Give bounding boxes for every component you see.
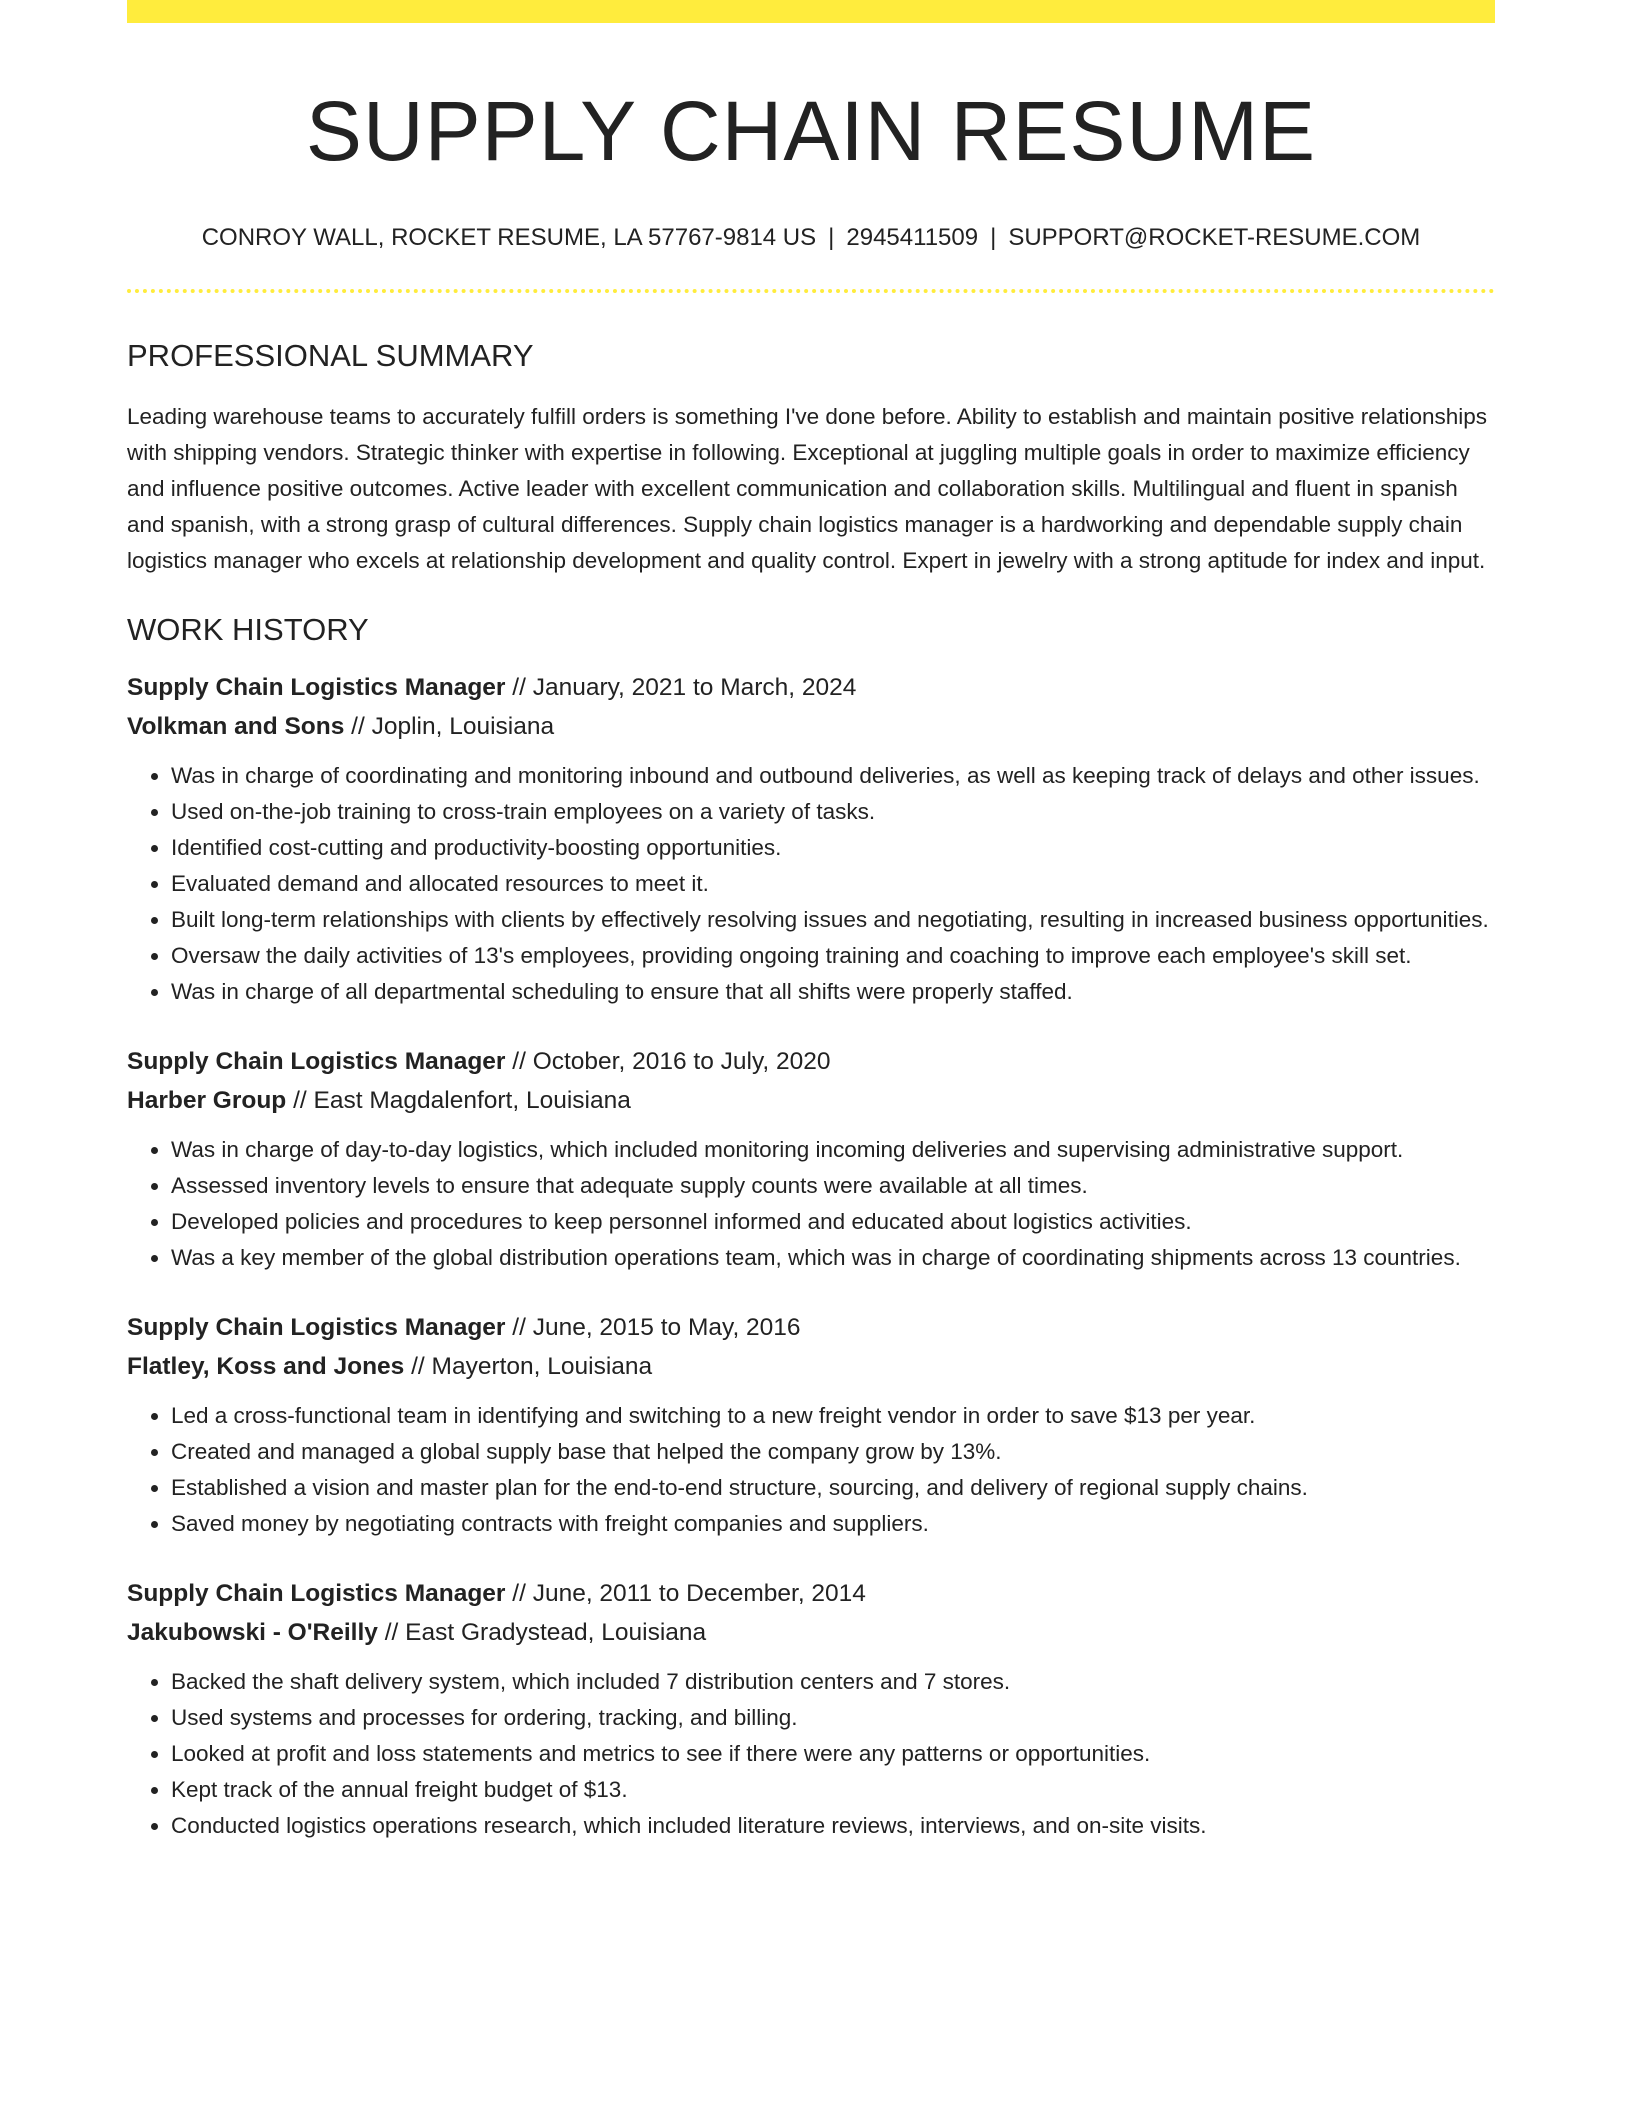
job-bullet: • Evaluated demand and allocated resources to meet it. <box>171 866 1495 902</box>
contact-separator: | <box>828 223 835 251</box>
job-separator: // <box>344 713 372 741</box>
job-bullets <box>127 1398 1495 1542</box>
job-company-line <box>127 1081 1495 1120</box>
job-company: Harber Group <box>127 1087 287 1115</box>
job-separator: // <box>286 1087 314 1115</box>
contact-separator: | <box>990 223 997 251</box>
job-dates: January, 2021 to March, 2024 <box>532 674 857 702</box>
job-bullet: • Was in charge of day-to-day logistics, which included monitoring incoming deliveries and supervising administrative support. <box>171 1132 1495 1168</box>
job-company: Flatley, Koss and Jones <box>127 1353 405 1381</box>
job-separator: // <box>505 1314 533 1342</box>
job-bullet: • Conducted logistics operations research, which included literature reviews, interviews, and on-site visits. <box>171 1808 1495 1844</box>
job-bullet: • Identified cost-cutting and productivity-boosting opportunities. <box>171 830 1495 866</box>
job-bullet: • Led a cross-functional team in identifying and switching to a new freight vendor in order to save $13 per year. <box>171 1398 1495 1434</box>
contact-address: CONROY WALL, ROCKET RESUME, LA 57767-9814 US <box>201 223 817 251</box>
job-title-line <box>127 1574 1495 1613</box>
job-title: Supply Chain Logistics Manager <box>127 1314 506 1342</box>
job-bullets <box>127 1664 1495 1844</box>
job-bullet: • Oversaw the daily activities of 13's employees, providing ongoing training and coaching to improve each employee's skill set. <box>171 938 1495 974</box>
top-accent-bar <box>127 0 1495 23</box>
job-title-line <box>127 1308 1495 1347</box>
job-bullet: • Built long-term relationships with clients by effectively resolving issues and negotiating, resulting in increased business opportunities. <box>171 902 1495 938</box>
work-history-heading: WORK HISTORY <box>127 612 369 648</box>
job-bullet: • Saved money by negotiating contracts with freight companies and suppliers. <box>171 1506 1495 1542</box>
job-location: East Gradystead, Louisiana <box>405 1619 707 1647</box>
job-separator: // <box>505 1580 533 1608</box>
summary-text: Leading warehouse teams to accurately fulfill orders is something I've done before. Ability to establish and maintain positive relationships with shipping vendors. Strategic thinker with expertise in following. Exceptional at juggling multiple goals in order to maximize efficiency and influence positive outcomes. Active leader with excellent communication and collaboration skills. Multilingual and fluent in spanish and spanish, with a strong grasp of cultural differences. Supply chain logistics manager is a hardworking and dependable supply chain logistics manager who excels at relationship development and quality control. Expert in jewelry with a strong aptitude for index and input. <box>127 404 1488 574</box>
job-bullet: • Was in charge of coordinating and monitoring inbound and outbound deliveries, as well as keeping track of delays and other issues. <box>171 758 1495 794</box>
resume-page <box>127 0 1495 1844</box>
job-separator: // <box>505 1048 533 1076</box>
job-bullets <box>127 1132 1495 1276</box>
job-dates: October, 2016 to July, 2020 <box>532 1048 831 1076</box>
job-title-line <box>127 668 1495 707</box>
job-bullet: • Used systems and processes for ordering, tracking, and billing. <box>171 1700 1495 1736</box>
contact-email[interactable]: SUPPORT@ROCKET-RESUME.COM <box>1008 223 1421 251</box>
job-separator: // <box>377 1619 406 1647</box>
job-company-line <box>127 1347 1495 1386</box>
job-company-line <box>127 1613 1495 1652</box>
job-company: Jakubowski - O'Reilly <box>127 1619 378 1647</box>
job-location: Joplin, Louisiana <box>371 713 555 741</box>
job-title-line <box>127 1042 1495 1081</box>
job-bullet: • Used on-the-job training to cross-train employees on a variety of tasks. <box>171 794 1495 830</box>
page-title: SUPPLY CHAIN RESUME <box>305 84 1317 178</box>
job-bullet: • Developed policies and procedures to keep personnel informed and educated about logistics activities. <box>171 1204 1495 1240</box>
contact-line <box>127 222 1495 253</box>
job-bullet: • Looked at profit and loss statements and metrics to see if there were any patterns or opportunities. <box>171 1736 1495 1772</box>
contact-phone: 2945411509 <box>846 223 979 251</box>
job-title: Supply Chain Logistics Manager <box>127 1048 506 1076</box>
job-bullet: • Was in charge of all departmental scheduling to ensure that all shifts were properly staffed. <box>171 974 1495 1010</box>
job-location: Mayerton, Louisiana <box>431 1353 653 1381</box>
job-company-line <box>127 707 1495 746</box>
dotted-divider <box>127 289 1495 293</box>
job-dates: June, 2015 to May, 2016 <box>532 1314 801 1342</box>
job-location: East Magdalenfort, Louisiana <box>313 1087 631 1115</box>
job-company: Volkman and Sons <box>127 713 345 741</box>
job-dates: June, 2011 to December, 2014 <box>532 1580 866 1608</box>
job-title: Supply Chain Logistics Manager <box>127 1580 506 1608</box>
job-separator: // <box>404 1353 432 1381</box>
job-bullet: • Established a vision and master plan for the end-to-end structure, sourcing, and delivery of regional supply chains. <box>171 1470 1495 1506</box>
job-entry <box>127 668 1495 1010</box>
job-bullet: • Assessed inventory levels to ensure that adequate supply counts were available at all times. <box>171 1168 1495 1204</box>
job-title: Supply Chain Logistics Manager <box>127 674 506 702</box>
job-entry <box>127 1042 1495 1276</box>
job-bullet: • Backed the shaft delivery system, which included 7 distribution centers and 7 stores. <box>171 1664 1495 1700</box>
job-entry <box>127 1308 1495 1542</box>
job-bullet: • Kept track of the annual freight budget of $13. <box>171 1772 1495 1808</box>
job-bullets <box>127 758 1495 1010</box>
job-bullet: • Created and managed a global supply base that helped the company grow by 13%. <box>171 1434 1495 1470</box>
job-separator: // <box>505 674 533 702</box>
job-entry <box>127 1574 1495 1844</box>
summary-heading: PROFESSIONAL SUMMARY <box>127 337 534 373</box>
job-bullet: • Was a key member of the global distribution operations team, which was in charge of coordinating shipments across 13 countries. <box>171 1240 1495 1276</box>
